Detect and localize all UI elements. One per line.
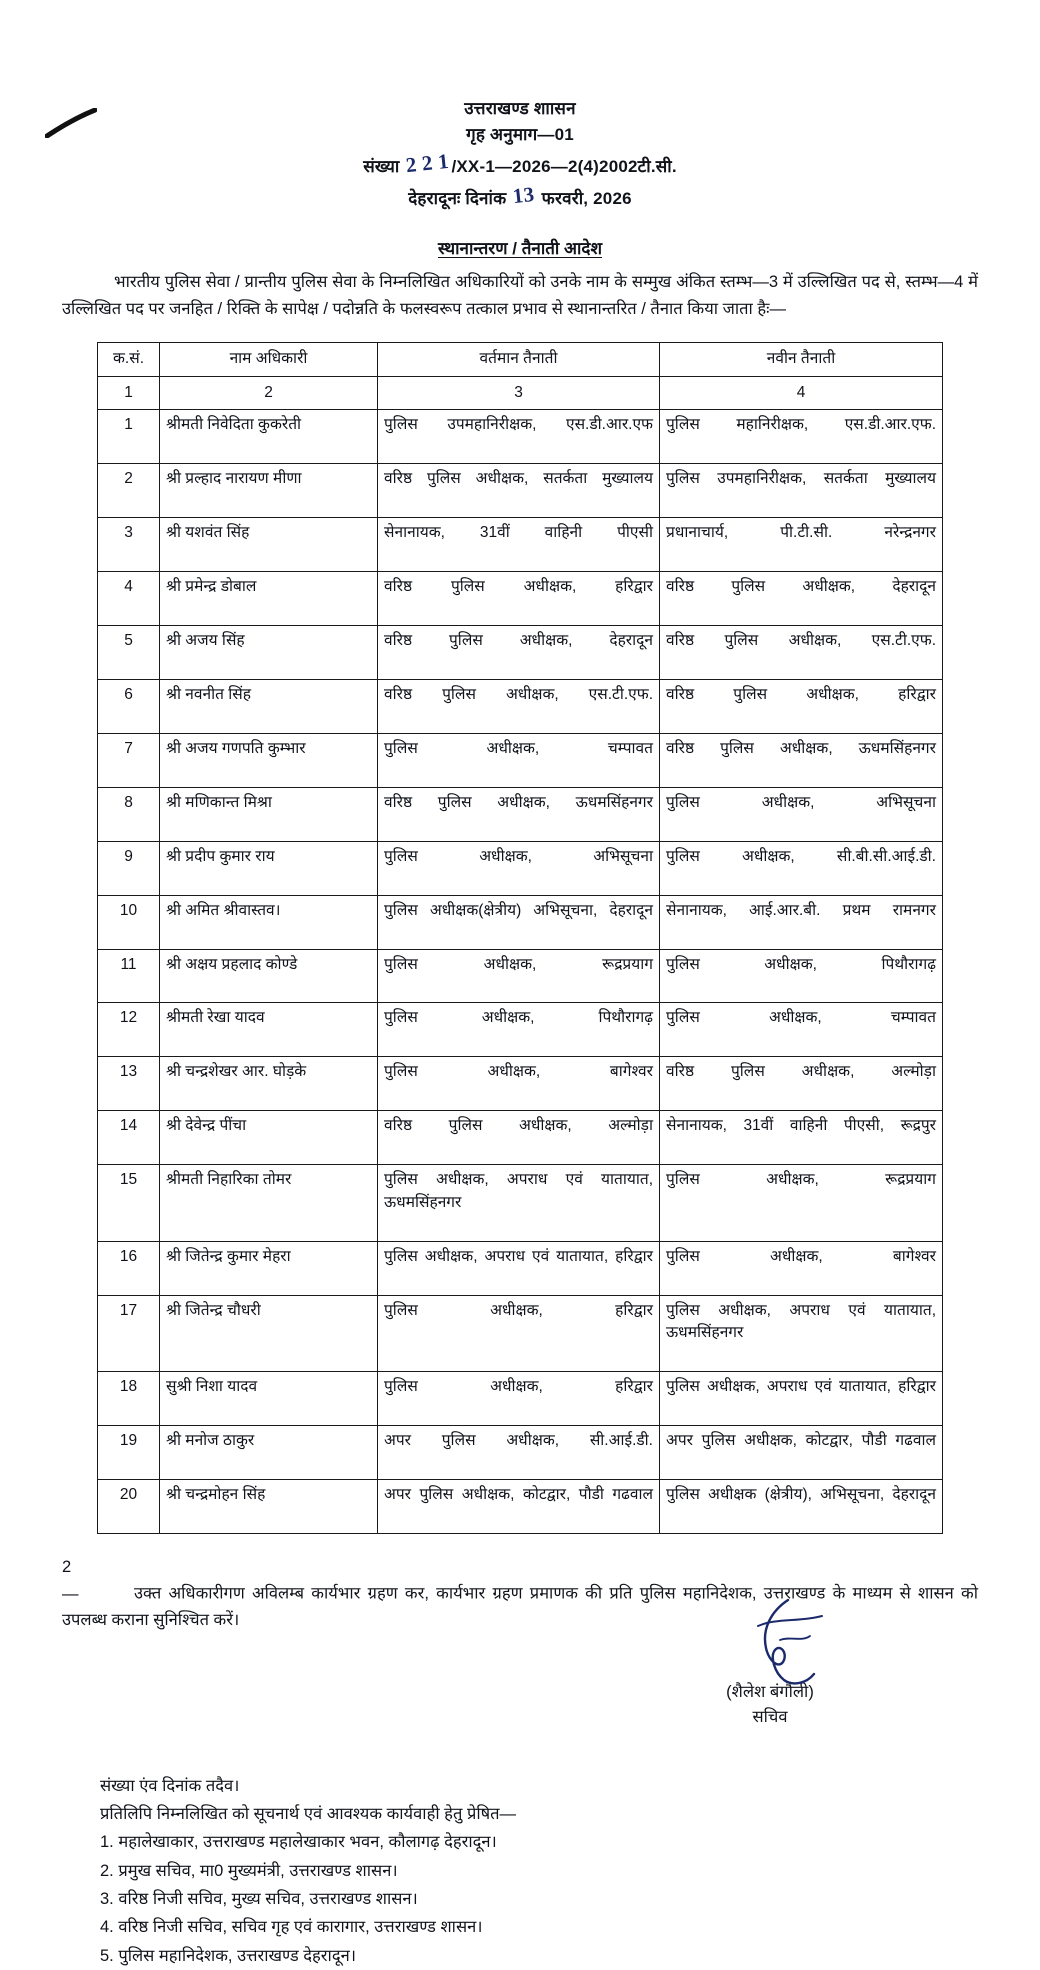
cell-officer-name: श्री जितेन्द्र चौधरी <box>160 1295 378 1371</box>
cell-officer-name: श्रीमती रेखा यादव <box>160 1003 378 1057</box>
cell-new-posting: पुलिस अधीक्षक, अपराध एवं यातायात, हरिद्वार <box>660 1372 943 1426</box>
cell-new-posting: सेनानायक, 31वीं वाहिनी पीएसी, रूद्रपुर <box>660 1111 943 1165</box>
cell-officer-name: श्री प्रदीप कुमार राय <box>160 841 378 895</box>
table-row <box>98 518 943 572</box>
copy-to-item: 4. वरिष्ठ निजी सचिव, सचिव गृह एवं कारागार, उत्तराखण्ड शासन। <box>100 1913 1040 1941</box>
header-line-1: उत्तराखण्ड शाासन <box>0 96 1040 122</box>
cell-current-posting: पुलिस अधीक्षक, अपराध एवं यातायात, हरिद्वार <box>378 1241 660 1295</box>
cell-current-posting: पुलिस उपमहानिरीक्षक, एस.डी.आर.एफ <box>378 410 660 464</box>
cell-current-posting: सेनानायक, 31वीं वाहिनी पीएसी <box>378 518 660 572</box>
document-subject: स्थानान्तरण / तैनाती आदेश <box>0 236 1040 259</box>
colnum-3: 3 <box>378 376 660 409</box>
cell-officer-name: श्री चन्द्रशेखर आर. घोड़के <box>160 1057 378 1111</box>
cell-current-posting: वरिष्ठ पुलिस अधीक्षक, देहरादून <box>378 625 660 679</box>
cell-serial: 17 <box>98 1295 160 1371</box>
table-row <box>98 1111 943 1165</box>
copy-to-item: 5. पुलिस महानिदेशक, उत्तराखण्ड देहरादून। <box>100 1942 1040 1970</box>
table-row <box>98 1057 943 1111</box>
cell-current-posting: पुलिस अधीक्षक, अभिसूचना <box>378 841 660 895</box>
table-row <box>98 1479 943 1533</box>
cell-officer-name: सुश्री निशा यादव <box>160 1372 378 1426</box>
cell-new-posting: पुलिस अधीक्षक, सी.बी.सी.आई.डी. <box>660 841 943 895</box>
cell-new-posting: पुलिस अधीक्षक, बागेश्वर <box>660 1241 943 1295</box>
intro-text: भारतीय पुलिस सेवा / प्रान्तीय पुलिस सेवा के निम्नलिखित अधिकारियों को उनके नाम के सम्मुख अंकित स्तम्भ—3 में उल्लिखित पद से, स्तम्भ—4 में उल्लिखित पद पर जनहित / रिक्ति के सापेक्ष / पदोन्नति के फलस्वरूप तत्काल प्रभाव से स्थानान्तरित / तैनात किया जाता हैः— <box>62 273 978 318</box>
cell-new-posting: सेनानायक, आई.आर.बी. प्रथम रामनगर <box>660 895 943 949</box>
cell-serial: 18 <box>98 1372 160 1426</box>
cell-new-posting: अपर पुलिस अधीक्षक, कोटद्वार, पौडी गढवाल <box>660 1425 943 1479</box>
cell-current-posting: पुलिस अधीक्षक, बागेश्वर <box>378 1057 660 1111</box>
table-row <box>98 625 943 679</box>
cell-new-posting: पुलिस अधीक्षक, अपराध एवं यातायात, ऊधमसिंहनगर <box>660 1295 943 1371</box>
cell-current-posting: वरिष्ठ पुलिस अधीक्षक, ऊधमसिंहनगर <box>378 787 660 841</box>
footer-number-date: संख्या एंव दिनांक तदैव। <box>100 1772 1040 1800</box>
number-suffix: /XX-1—2026—2(4)2002टी.सी. <box>451 157 676 176</box>
cell-officer-name: श्री मणिकान्त मिश्रा <box>160 787 378 841</box>
cell-officer-name: श्री मनोज ठाकुर <box>160 1425 378 1479</box>
cell-officer-name: श्री अमित श्रीवास्तव। <box>160 895 378 949</box>
cell-serial: 10 <box>98 895 160 949</box>
cell-serial: 9 <box>98 841 160 895</box>
table-row <box>98 1241 943 1295</box>
cell-officer-name: श्री प्रल्हाद नारायण मीणा <box>160 464 378 518</box>
cell-officer-name: श्री जितेन्द्र कुमार मेहरा <box>160 1241 378 1295</box>
cell-serial: 12 <box>98 1003 160 1057</box>
cell-new-posting: प्रधानाचार्य, पी.टी.सी. नरेन्द्रनगर <box>660 518 943 572</box>
table-row <box>98 1295 943 1371</box>
cell-officer-name: श्री प्रमेन्द्र डोबाल <box>160 571 378 625</box>
handwritten-date: 13 <box>509 178 538 213</box>
cell-current-posting: वरिष्ठ पुलिस अधीक्षक, हरिद्वार <box>378 571 660 625</box>
colnum-2: 2 <box>160 376 378 409</box>
number-label: संख्या <box>363 157 399 176</box>
cell-new-posting: पुलिस उपमहानिरीक्षक, सतर्कता मुख्यालय <box>660 464 943 518</box>
cell-officer-name: श्री अजय सिंह <box>160 625 378 679</box>
header-line-3 <box>0 149 1040 182</box>
handwritten-number: 2 2 1 <box>403 144 453 181</box>
cell-current-posting: पुलिस अधीक्षक, रूद्रप्रयाग <box>378 949 660 1003</box>
instruction-number: 2— <box>62 1554 84 1607</box>
th-officer-name: नाम अधिकारी <box>160 343 378 376</box>
cell-serial: 15 <box>98 1165 160 1241</box>
table-row <box>98 1165 943 1241</box>
cell-officer-name: श्री अक्षय प्रहलाद कोण्डे <box>160 949 378 1003</box>
cell-current-posting: पुलिस अधीक्षक, हरिद्वार <box>378 1295 660 1371</box>
cell-current-posting: पुलिस अधीक्षक, पिथौरागढ़ <box>378 1003 660 1057</box>
copy-to-item: 1. महालेखाकार, उत्तराखण्ड महालेखाकार भवन, कौलागढ़ देहरादून। <box>100 1828 1040 1856</box>
th-serial: क.सं. <box>98 343 160 376</box>
intro-paragraph <box>62 269 978 322</box>
cell-current-posting: पुलिस अधीक्षक(क्षेत्रीय) अभिसूचना, देहरादून <box>378 895 660 949</box>
cell-current-posting: वरिष्ठ पुलिस अधीक्षक, एस.टी.एफ. <box>378 679 660 733</box>
cell-new-posting: पुलिस अधीक्षक (क्षेत्रीय), अभिसूचना, देहरादून <box>660 1479 943 1533</box>
cell-new-posting: पुलिस अधीक्षक, अभिसूचना <box>660 787 943 841</box>
copy-to-item: 2. प्रमुख सचिव, मा0 मुख्यमंत्री, उत्तराखण्ड शासन। <box>100 1857 1040 1885</box>
cell-serial: 7 <box>98 733 160 787</box>
cell-current-posting: पुलिस अधीक्षक, हरिद्वार <box>378 1372 660 1426</box>
cell-serial: 8 <box>98 787 160 841</box>
letter-header <box>0 96 1040 214</box>
colnum-4: 4 <box>660 376 943 409</box>
cell-officer-name: श्री अजय गणपति कुम्भार <box>160 733 378 787</box>
table-row <box>98 733 943 787</box>
signature-block <box>640 1680 900 1730</box>
cell-current-posting: पुलिस अधीक्षक, चम्पावत <box>378 733 660 787</box>
table-row <box>98 841 943 895</box>
copy-to-item: 3. वरिष्ठ निजी सचिव, मुख्य सचिव, उत्तराखण्ड शासन। <box>100 1885 1040 1913</box>
date-suffix: फरवरी, 2026 <box>542 189 632 208</box>
table-row <box>98 787 943 841</box>
cell-serial: 13 <box>98 1057 160 1111</box>
table-row <box>98 895 943 949</box>
cell-new-posting: वरिष्ठ पुलिस अधीक्षक, ऊधमसिंहनगर <box>660 733 943 787</box>
cell-current-posting: पुलिस अधीक्षक, अपराध एवं यातायात, ऊधमसिंहनगर <box>378 1165 660 1241</box>
table-row <box>98 571 943 625</box>
signatory-designation: सचिव <box>640 1705 900 1730</box>
date-label: देहरादूनः दिनांक <box>408 189 506 208</box>
cell-officer-name: श्रीमती निहारिका तोमर <box>160 1165 378 1241</box>
cell-officer-name: श्री यशवंत सिंह <box>160 518 378 572</box>
cell-current-posting: वरिष्ठ पुलिस अधीक्षक, सतर्कता मुख्यालय <box>378 464 660 518</box>
transfer-table <box>97 342 943 1534</box>
cell-serial: 6 <box>98 679 160 733</box>
cell-new-posting: वरिष्ठ पुलिस अधीक्षक, हरिद्वार <box>660 679 943 733</box>
footer-subtitle: प्रतिलिपि निम्नलिखित को सूचनार्थ एवं आवश्यक कार्यवाही हेतु प्रेषित— <box>100 1800 1040 1828</box>
table-header-row <box>98 343 943 376</box>
cell-serial: 5 <box>98 625 160 679</box>
document-page <box>0 96 1040 1741</box>
table-row <box>98 464 943 518</box>
cell-serial: 1 <box>98 410 160 464</box>
cell-officer-name: श्री देवेन्द्र पींचा <box>160 1111 378 1165</box>
cell-serial: 3 <box>98 518 160 572</box>
cell-officer-name: श्री चन्द्रमोहन सिंह <box>160 1479 378 1533</box>
cell-new-posting: वरिष्ठ पुलिस अधीक्षक, देहरादून <box>660 571 943 625</box>
table-row <box>98 679 943 733</box>
table-row <box>98 1425 943 1479</box>
cell-officer-name: श्रीमती निवेदिता कुकरेती <box>160 410 378 464</box>
instruction-paragraph <box>62 1554 978 1634</box>
cell-serial: 19 <box>98 1425 160 1479</box>
cell-serial: 11 <box>98 949 160 1003</box>
cell-new-posting: पुलिस अधीक्षक, पिथौरागढ़ <box>660 949 943 1003</box>
table-column-number-row <box>98 376 943 409</box>
header-line-2: गृह अनुमाग—01 <box>0 122 1040 148</box>
table-row <box>98 410 943 464</box>
cell-current-posting: वरिष्ठ पुलिस अधीक्षक, अल्मोड़ा <box>378 1111 660 1165</box>
cell-current-posting: अपर पुलिस अधीक्षक, कोटद्वार, पौडी गढवाल <box>378 1479 660 1533</box>
cell-serial: 16 <box>98 1241 160 1295</box>
copy-to-list <box>100 1828 1040 1970</box>
cell-new-posting: वरिष्ठ पुलिस अधीक्षक, एस.टी.एफ. <box>660 625 943 679</box>
cell-new-posting: पुलिस अधीक्षक, रूद्रप्रयाग <box>660 1165 943 1241</box>
cell-officer-name: श्री नवनीत सिंह <box>160 679 378 733</box>
cell-serial: 20 <box>98 1479 160 1533</box>
table-row <box>98 1003 943 1057</box>
signatory-name: (शैलेश बंगौली) <box>640 1680 900 1705</box>
cell-serial: 4 <box>98 571 160 625</box>
table-body <box>98 410 943 1534</box>
th-new-posting: नवीन तैनाती <box>660 343 943 376</box>
colnum-1: 1 <box>98 376 160 409</box>
instruction-text: उक्त अधिकारीगण अविलम्ब कार्यभार ग्रहण कर, कार्यभार ग्रहण प्रमाणक की प्रति पुलिस महानिदेशक, उत्तराखण्ड के माध्यम से शासन को उपलब्ध कराना सुनिश्चित करें। <box>62 1585 978 1630</box>
cell-new-posting: वरिष्ठ पुलिस अधीक्षक, अल्मोड़ा <box>660 1057 943 1111</box>
table-row <box>98 949 943 1003</box>
cell-current-posting: अपर पुलिस अधीक्षक, सी.आई.डी. <box>378 1425 660 1479</box>
th-current-posting: वर्तमान तैनाती <box>378 343 660 376</box>
header-line-4 <box>0 181 1040 214</box>
footer-block <box>100 1772 1040 1970</box>
cell-serial: 2 <box>98 464 160 518</box>
table-row <box>98 1372 943 1426</box>
cell-new-posting: पुलिस अधीक्षक, चम्पावत <box>660 1003 943 1057</box>
pen-stroke-mark <box>45 108 97 138</box>
cell-serial: 14 <box>98 1111 160 1165</box>
cell-new-posting: पुलिस महानिरीक्षक, एस.डी.आर.एफ. <box>660 410 943 464</box>
